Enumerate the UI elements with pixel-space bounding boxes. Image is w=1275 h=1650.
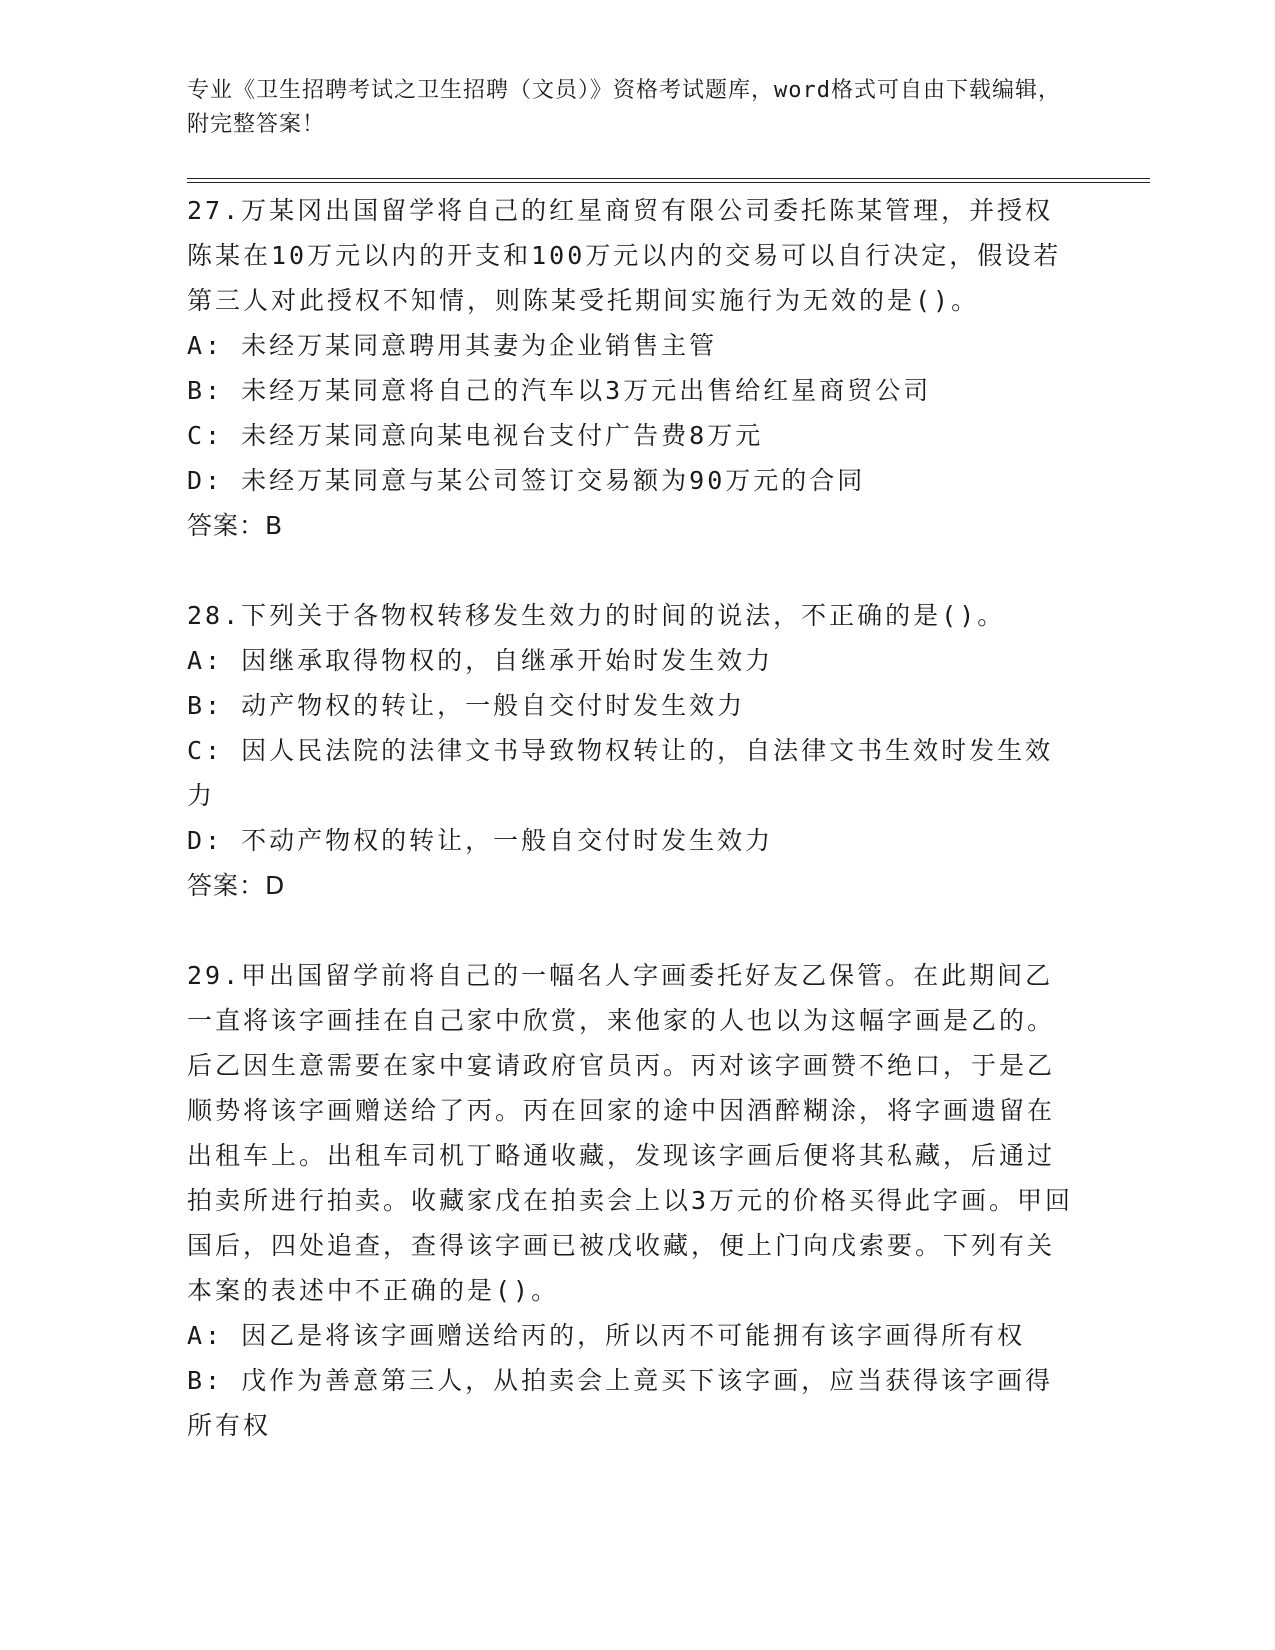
question-stem: 28.下列关于各物权转移发生效力的时间的说法，不正确的是()。 [187, 601, 1006, 630]
question-list [187, 188, 1077, 1448]
question-stem: 29.甲出国留学前将自己的一幅名人字画委托好友乙保管。在此期间乙一直将该字画挂在自己家中欣赏，来他家的人也以为这幅字画是乙的。后乙因生意需要在家中宴请政府官员丙。丙对该字画赞不绝口，于是乙顺势将该字画赠送给了丙。丙在回家的途中因酒醉糊涂，将字画遗留在出租车上。出租车司机丁略通收藏，发现该字画后便将其私藏，后通过拍卖所进行拍卖。收藏家戊在拍卖会上以3万元的价格买得此字画。甲回国后，四处追查，查得该字画已被戊收藏，便上门向戊索要。下列有关本案的表述中不正确的是()。 [187, 961, 1074, 1305]
option-a: A: 因乙是将该字画赠送给丙的，所以丙不可能拥有该字画得所有权 [187, 1321, 1026, 1350]
question-27 [187, 188, 1077, 548]
question-28 [187, 593, 1077, 908]
header-rule-top [187, 178, 1150, 179]
question-stem: 27.万某冈出国留学将自己的红星商贸有限公司委托陈某管理，并授权陈某在10万元以内的开支和100万元以内的交易可以自行决定，假设若第三人对此授权不知情，则陈某受托期间实施行为无效的是()。 [187, 196, 1062, 315]
answer-line: 答案：D [187, 871, 286, 900]
option-a: A: 未经万某同意聘用其妻为企业销售主管 [187, 331, 718, 360]
option-d: D: 不动产物权的转让，一般自交付时发生效力 [187, 826, 774, 855]
header-rule-bottom [187, 182, 1150, 183]
option-d: D: 未经万某同意与某公司签订交易额为90万元的合同 [187, 466, 866, 495]
document-header: 专业《卫生招聘考试之卫生招聘（文员）》资格考试题库，word格式可自由下载编辑，附完整答案！ [187, 78, 1061, 137]
option-a: A: 因继承取得物权的，自继承开始时发生效力 [187, 646, 774, 675]
option-b: B: 未经万某同意将自己的汽车以3万元出售给红星商贸公司 [187, 376, 932, 405]
option-c: C: 因人民法院的法律文书导致物权转让的，自法律文书生效时发生效力 [187, 736, 1054, 810]
question-29 [187, 953, 1077, 1448]
option-c: C: 未经万某同意向某电视台支付广告费8万元 [187, 421, 764, 450]
option-b: B: 戊作为善意第三人，从拍卖会上竟买下该字画，应当获得该字画得所有权 [187, 1366, 1054, 1440]
option-b: B: 动产物权的转让，一般自交付时发生效力 [187, 691, 746, 720]
answer-line: 答案：B [187, 511, 284, 540]
